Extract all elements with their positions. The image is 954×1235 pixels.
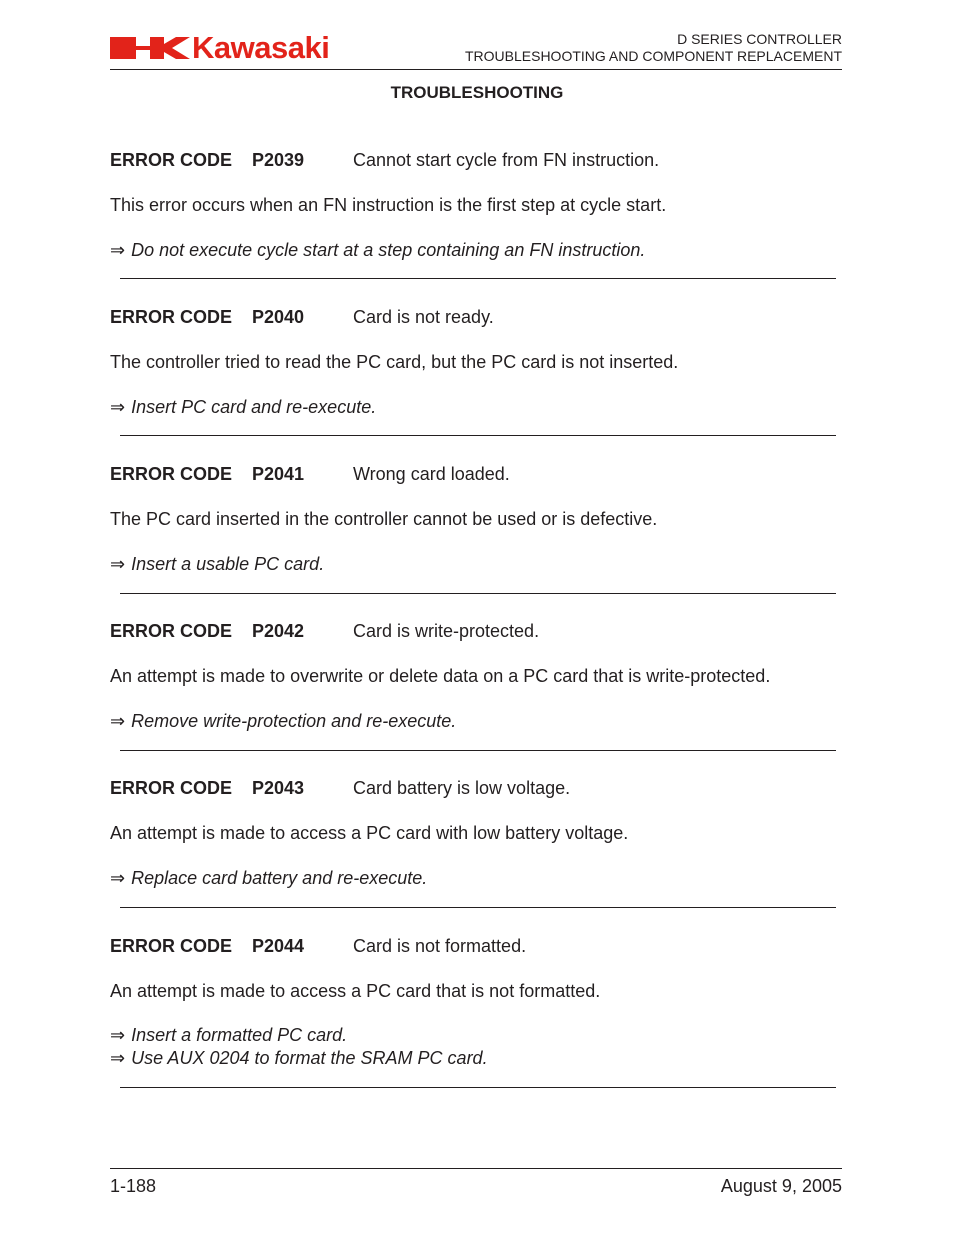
- separator: [120, 750, 836, 751]
- error-code: P2042: [252, 621, 305, 641]
- error-label: ERROR CODE: [110, 936, 233, 956]
- logo-text: Kawasaki: [192, 30, 330, 65]
- error-heading: [110, 935, 526, 957]
- error-heading: [110, 306, 494, 328]
- kawasaki-mark-icon: [110, 35, 190, 61]
- error-remedy: [110, 239, 645, 261]
- remedy-text: Insert a formatted PC card.: [131, 1025, 348, 1045]
- remedy-text: Replace card battery and re-execute.: [131, 868, 428, 888]
- footer-divider: [110, 1168, 842, 1169]
- separator: [120, 435, 836, 436]
- remedy-text: Insert a usable PC card.: [131, 554, 325, 574]
- page-number: 1-188: [110, 1176, 157, 1196]
- error-description: This error occurs when an FN instruction is the first step at cycle start.: [110, 195, 667, 215]
- arrow-icon: ⇒: [110, 554, 126, 574]
- separator: [120, 1087, 836, 1088]
- error-title: Card is not formatted.: [353, 936, 527, 956]
- error-description: The PC card inserted in the controller cannot be used or is defective.: [110, 509, 658, 529]
- error-title: Card is not ready.: [353, 307, 494, 327]
- error-remedy: [110, 553, 324, 575]
- footer-date: August 9, 2005: [720, 1176, 842, 1196]
- error-label: ERROR CODE: [110, 150, 233, 170]
- separator: [120, 593, 836, 594]
- arrow-icon: ⇒: [110, 1025, 126, 1045]
- error-remedy: [110, 396, 376, 418]
- error-description: An attempt is made to access a PC card that is not formatted.: [110, 981, 601, 1001]
- error-description: An attempt is made to overwrite or delete data on a PC card that is write-protected.: [110, 666, 771, 686]
- header-line-1: D SERIES CONTROLLER: [677, 31, 842, 47]
- error-label: ERROR CODE: [110, 307, 233, 327]
- error-heading: [110, 149, 659, 171]
- arrow-icon: ⇒: [110, 397, 126, 417]
- arrow-icon: ⇒: [110, 240, 126, 260]
- error-label: ERROR CODE: [110, 621, 233, 641]
- separator: [120, 907, 836, 908]
- error-remedy: [110, 867, 427, 889]
- remedy-text: Do not execute cycle start at a step containing an FN instruction.: [131, 240, 646, 260]
- arrow-icon: ⇒: [110, 1048, 126, 1068]
- remedy-text: Remove write-protection and re-execute.: [131, 711, 457, 731]
- error-description: The controller tried to read the PC card, but the PC card is not inserted.: [110, 352, 679, 372]
- error-code: P2040: [252, 307, 305, 327]
- error-remedy: [110, 710, 456, 732]
- kawasaki-logo: [110, 30, 330, 65]
- error-title: Cannot start cycle from FN instruction.: [353, 150, 660, 170]
- error-title: Card battery is low voltage.: [353, 778, 571, 798]
- separator: [120, 278, 836, 279]
- remedy-text: Use AUX 0204 to format the SRAM PC card.: [131, 1048, 488, 1068]
- error-heading: [110, 777, 570, 799]
- header-title: [465, 31, 842, 65]
- arrow-icon: ⇒: [110, 711, 126, 731]
- error-remedy: [110, 1024, 347, 1046]
- header-line-2: TROUBLESHOOTING AND COMPONENT REPLACEMENT: [464, 48, 842, 64]
- error-heading: [110, 463, 510, 485]
- header-divider: [110, 69, 842, 70]
- error-label: ERROR CODE: [110, 778, 233, 798]
- error-description: An attempt is made to access a PC card with low battery voltage.: [110, 823, 629, 843]
- arrow-icon: ⇒: [110, 868, 126, 888]
- section-title: TROUBLESHOOTING: [390, 83, 564, 102]
- error-code: P2039: [252, 150, 305, 170]
- error-label: ERROR CODE: [110, 464, 233, 484]
- error-code: P2044: [252, 936, 305, 956]
- remedy-text: Insert PC card and re-execute.: [131, 397, 377, 417]
- error-heading: [110, 620, 539, 642]
- error-remedy: [110, 1047, 488, 1069]
- error-title: Card is write-protected.: [353, 621, 540, 641]
- error-title: Wrong card loaded.: [353, 464, 510, 484]
- error-code: P2043: [252, 778, 305, 798]
- error-code: P2041: [252, 464, 305, 484]
